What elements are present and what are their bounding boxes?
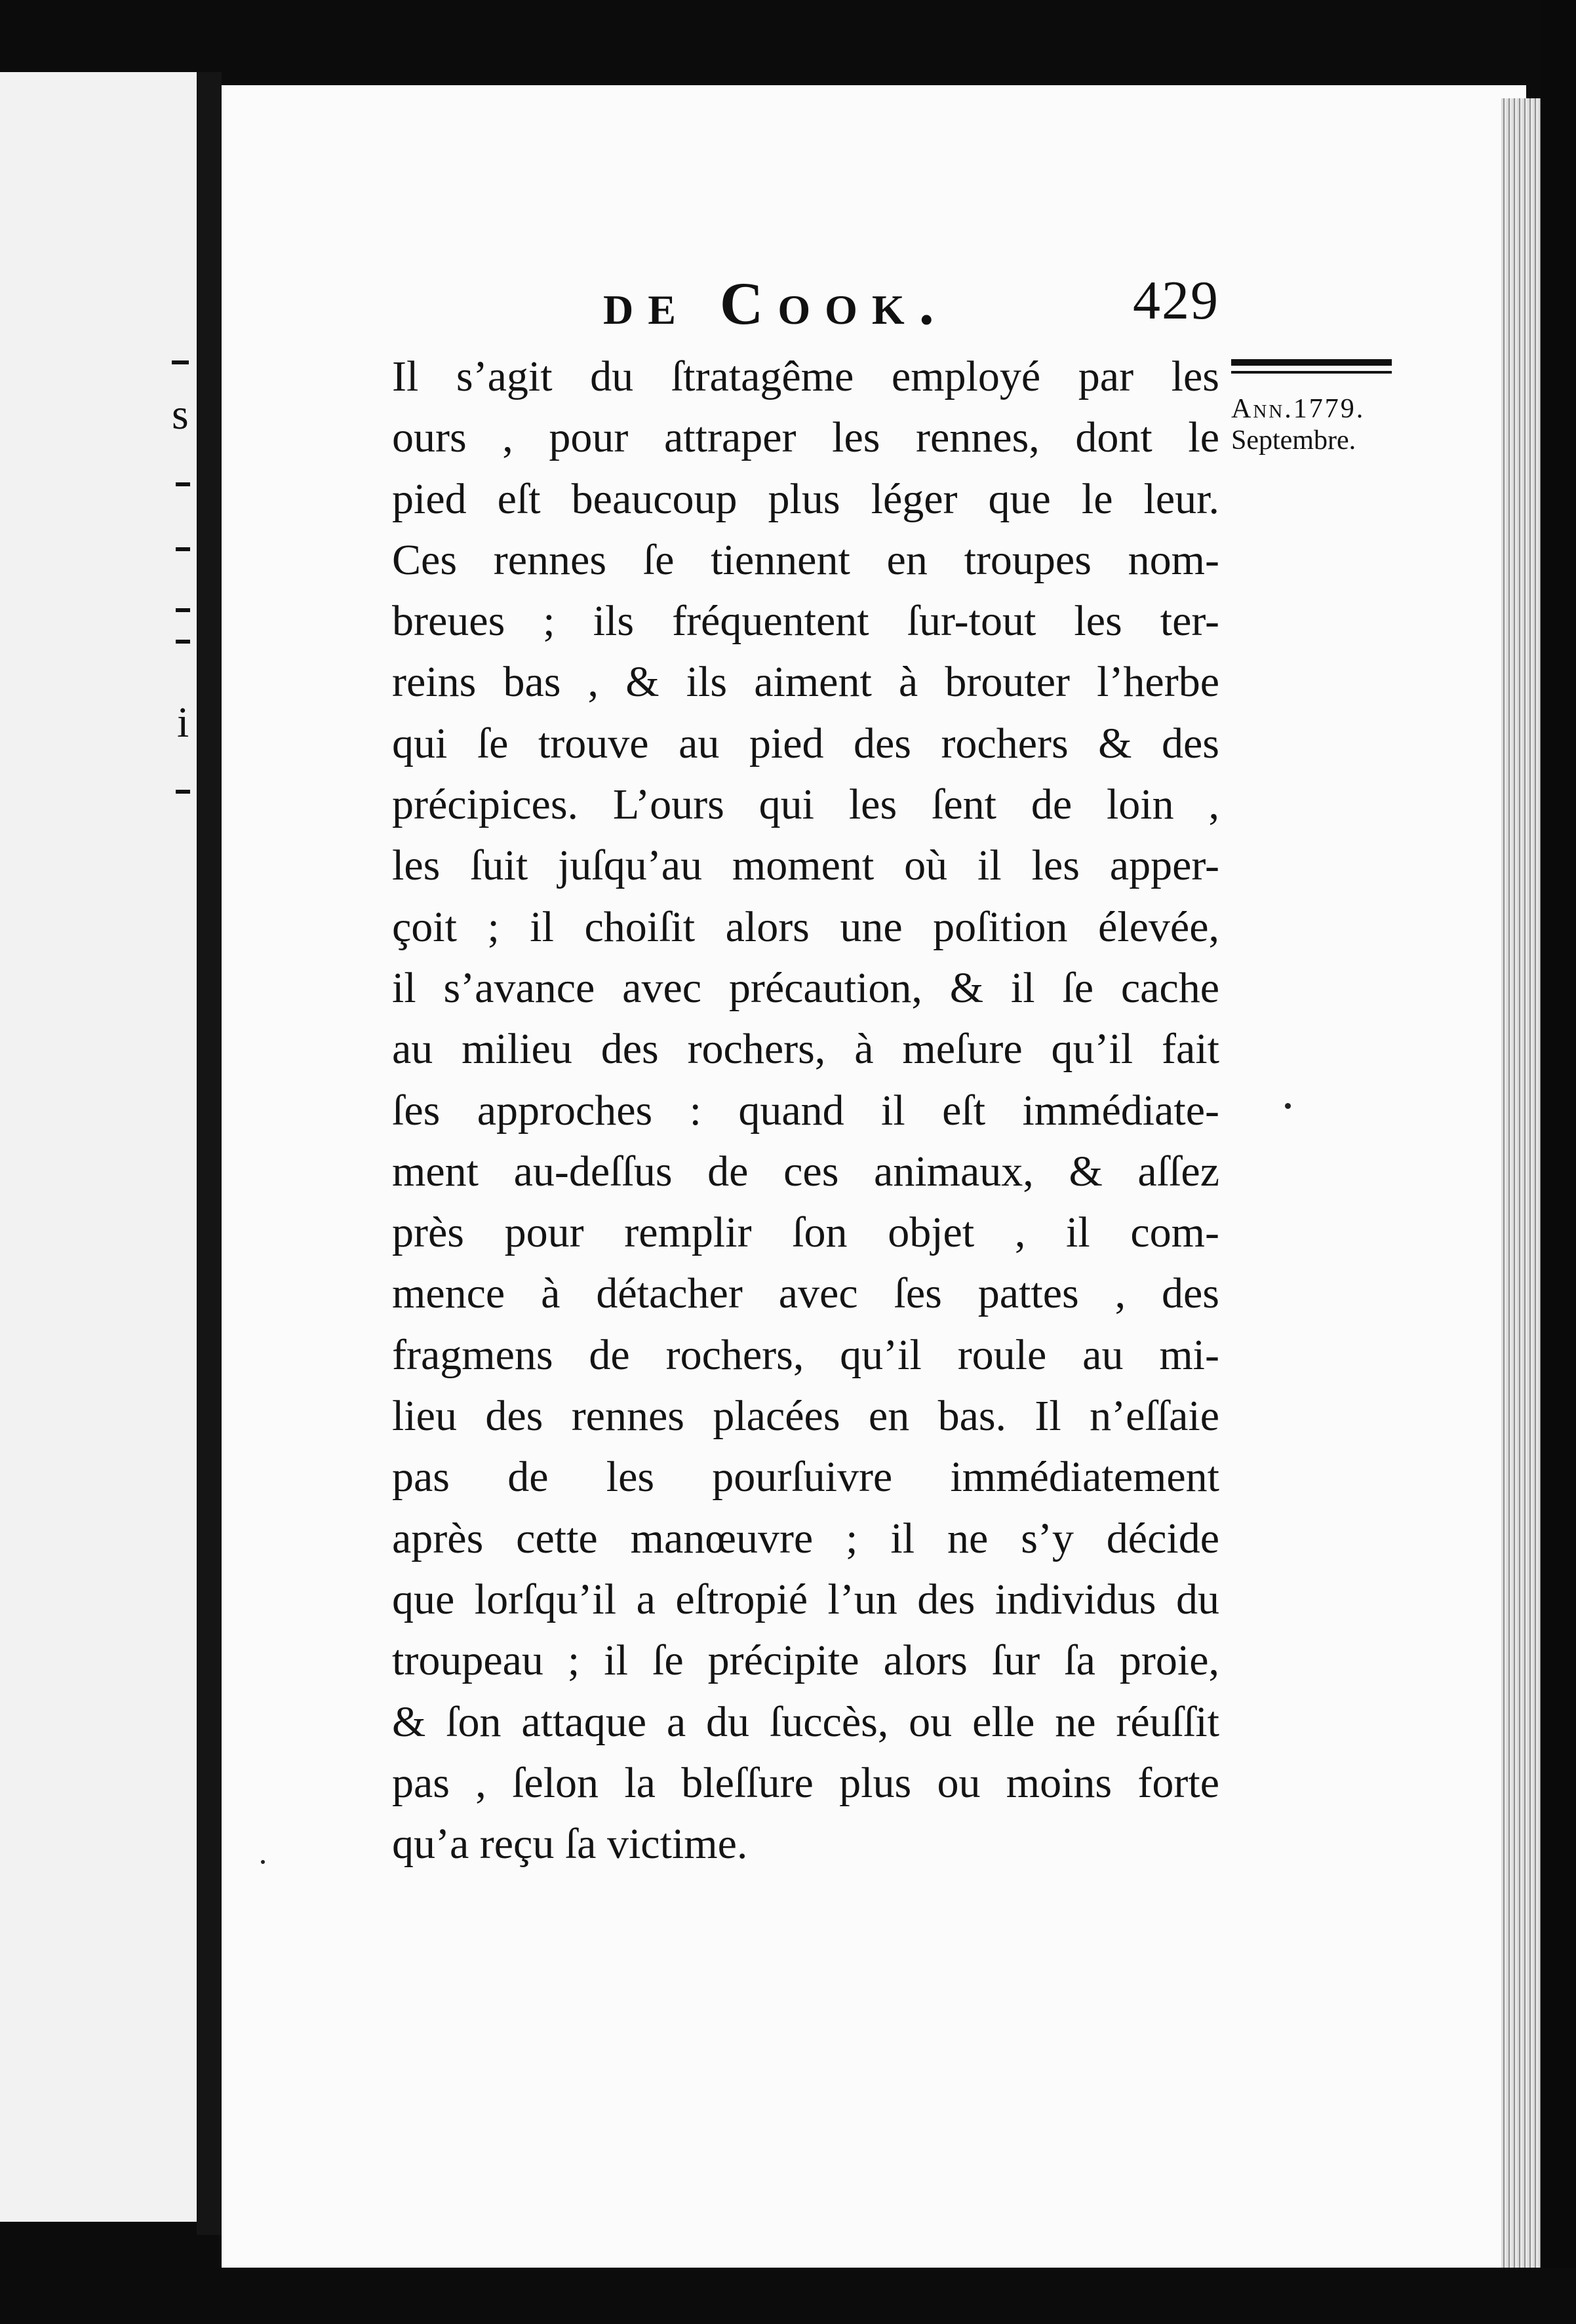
- scan-border-bottom: [0, 2268, 1576, 2324]
- text-line: çoit ; il choiſit alors une poſition élevée,: [392, 902, 1219, 951]
- left-page-dash: [172, 360, 189, 364]
- page-stack-edge: [1501, 98, 1541, 2281]
- running-head: [393, 269, 1219, 347]
- text-line: pied eſt beaucoup plus léger que le leur.: [392, 474, 1219, 523]
- text-line: ment au-deſſus de ces animaux, & aſſez: [392, 1147, 1219, 1195]
- text-line: qui ſe trouve au pied des rochers & des: [392, 719, 1219, 767]
- text-line: près pour remplir ſon objet , il com-: [392, 1209, 1219, 1257]
- text-line: fragmens de rochers, qu’il roule au mi-: [392, 1330, 1219, 1379]
- margin-note-year: Ann.1779.: [1231, 394, 1366, 424]
- text-line: après cette manœuvre ; il ne s’y décide: [392, 1514, 1219, 1562]
- text-line: lieu des rennes placées en bas. Il n’eſſaie: [392, 1392, 1219, 1441]
- left-page-dash: [176, 608, 190, 612]
- text-line: les ſuit juſqu’au moment où il les apper-: [392, 842, 1219, 890]
- body-text: [392, 346, 1219, 1874]
- text-line: Il s’agit du ſtratagême employé par les: [392, 353, 1219, 400]
- text-line: Ces rennes ſe tiennent en troupes nom-: [392, 535, 1219, 584]
- page-number: 429: [1133, 270, 1219, 331]
- ink-speck: [1285, 1103, 1291, 1109]
- text-line: ſes approches : quand il eſt immédiate-: [392, 1086, 1219, 1134]
- text-line: pas , ſelon la bleſſure plus ou moins forte: [392, 1758, 1219, 1807]
- text-line: précipices. L’ours qui les ſent de loin ,: [392, 781, 1219, 829]
- left-page-dash: [176, 547, 190, 551]
- text-line: & ſon attaque a du ſuccès, ou elle ne réuſſit: [392, 1697, 1219, 1746]
- text-line: mence à détacher avec ſes pattes , des: [392, 1269, 1219, 1318]
- running-title: de Cook.: [603, 270, 949, 337]
- left-page-dash: [176, 640, 190, 644]
- margin-rule: [1231, 371, 1392, 374]
- text-line: au milieu des rochers, à meſure qu’il fait: [392, 1025, 1219, 1074]
- ink-speck: [261, 1860, 265, 1864]
- margin-note-month: Septembre.: [1231, 425, 1356, 455]
- text-line: que lorſqu’il a eſtropié l’un des individus du: [392, 1575, 1219, 1623]
- scan-border-right: [1541, 0, 1576, 2324]
- text-line: qu’a reçu ſa victime.: [392, 1820, 748, 1869]
- text-line: breues ; ils fréquentent ſur-tout les ter-: [392, 597, 1219, 646]
- left-page-edge: [0, 72, 197, 2222]
- left-page-fragment-s: s: [172, 391, 189, 438]
- left-page-dash: [176, 790, 190, 794]
- text-line: ours , pour attraper les rennes, dont le: [392, 414, 1219, 462]
- text-line: pas de les pourſuivre immédiatement: [392, 1453, 1219, 1501]
- text-line: troupeau ; il ſe précipite alors ſur ſa proie,: [392, 1636, 1219, 1685]
- book-gutter: [197, 72, 222, 2235]
- left-page-dash: [176, 482, 190, 486]
- margin-note: [1231, 359, 1408, 456]
- margin-rule: [1231, 359, 1392, 366]
- text-line: il s’avance avec précaution, & il ſe cache: [392, 963, 1219, 1012]
- text-line: reins bas , & ils aiment à brouter l’herbe: [392, 658, 1219, 707]
- left-page-fragment-i: i: [177, 699, 189, 746]
